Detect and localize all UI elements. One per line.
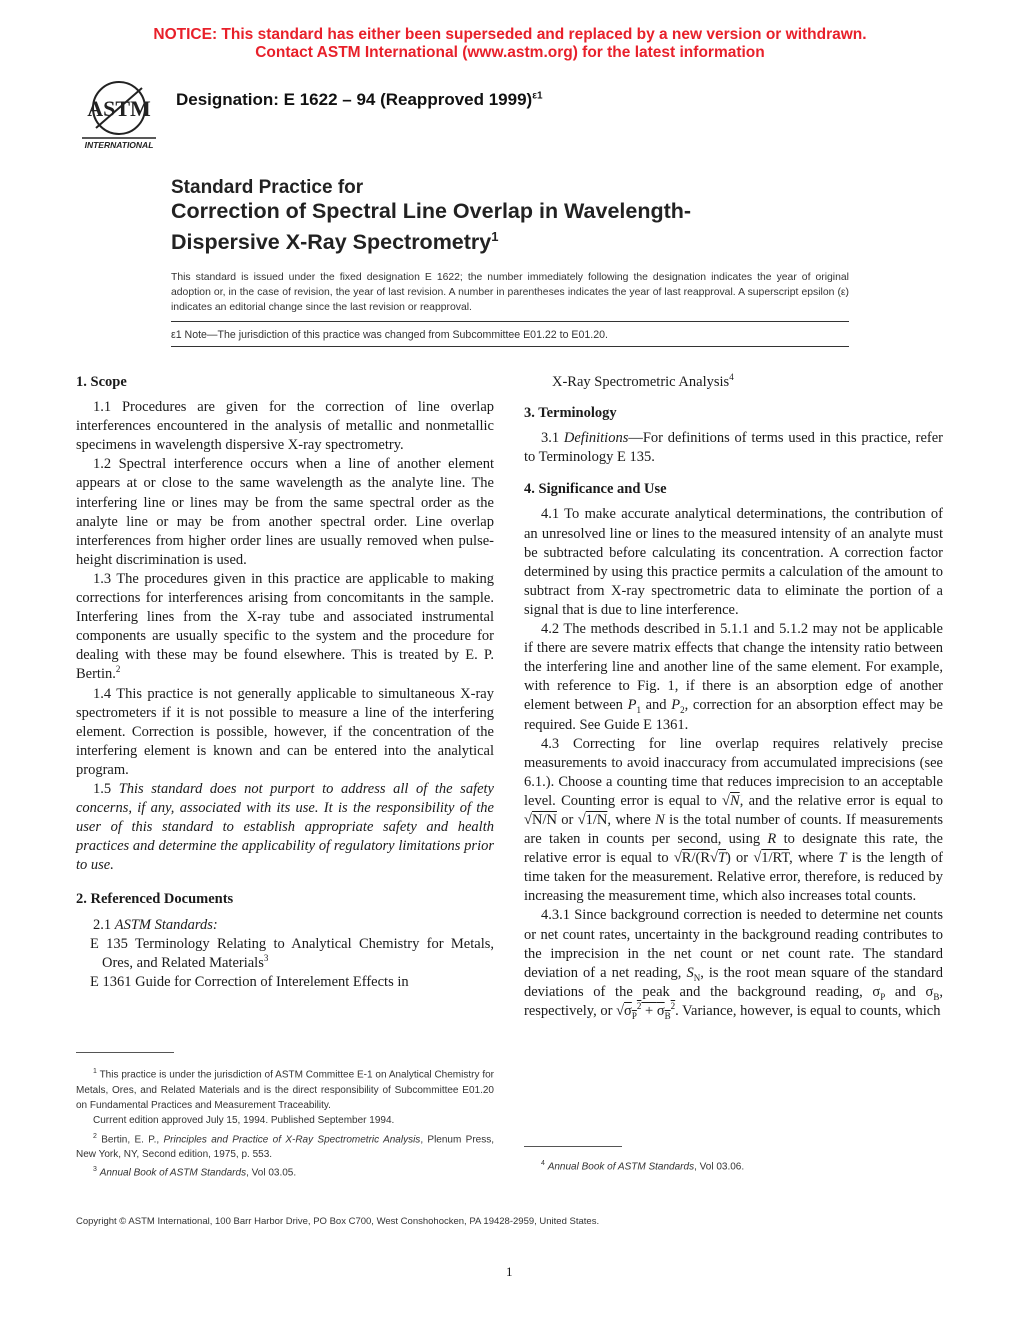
para-1-1: 1.1 Procedures are given for the correction of line overlap interferences encountered in the analysis of metallic and nonmetallic specimens in wavelength dispersive X-ray spectrometry. [76,399,494,454]
para-3-1: 3.1 Definitions—For definitions of terms used in this practice, refer to Terminology E 135. [524,430,943,466]
para-4-3-1: 4.3.1 Since background correction is needed to determine net counts or net count rates, uncertainty in the background reading contributes to the imprecision in the net count or net count rate. The standard deviation of a net reading, $S_N$, is the root mean square of the standard deviations of the peak and the background reading, $\sigma_P$ and $\sigma_B$, respectively, or $√\sigma_P^2 + \sigma_B^2$. Variance, however, is equal to counts, which [524,907,944,1021]
footnote-3: $^3$ Annual Book of ASTM Standards, Vol 03.05. [93,1166,297,1179]
editorial-note: ε1 Note—The jurisdiction of this practice was changed from Subcommittee E01.22 to E01.20. [171,329,608,341]
notice-line-1: NOTICE: This standard has either been superseded and replaced by a new version or withdrawn. [153,26,867,43]
logo-subtitle: INTERNATIONAL [84,140,154,150]
reference-e1361-cont: X-Ray Spectrometric Analysis$^4$ [552,372,734,390]
section-3-heading: 3. Terminology [524,405,617,422]
logo-text: ASTM [87,96,151,121]
para-1-4: 1.4 This practice is not generally applicable to simultaneous X-ray spectrometers if it is not possible to measure a line of the interfering element. Correction is possible, however, if the concentration of the interfering element is known and can be entered into the analytical program. [76,685,494,778]
para-1-2: 1.2 Spectral interference occurs when a line of another element appears at or close to the same wavelength as the analyte line. The interfering line or lines may be from the same spectral order as the analyte line or may be from another spectral order. Line overlap interferences from higher order lines are usually removed when pulse-height discrimination is used. [76,456,494,568]
copyright-line: Copyright © ASTM International, 100 Barr Harbor Drive, PO Box C700, West Conshohocken, PA 19428-2959, United States. [76,1216,600,1227]
footnote-divider-right [524,1146,622,1147]
footnote-divider-left [76,1052,174,1053]
section-2-heading: 2. Referenced Documents [76,891,234,908]
para-2-1: 2.1 ASTM Standards: [93,916,218,933]
footnote-4: $^4$ Annual Book of ASTM Standards, Vol 03.06. [541,1160,745,1173]
footnote-2: $^2$ Bertin, E. P., Principles and Practice of X-Ray Spectrometric Analysis, Plenum Press, New York, NY, Second edition, 1975, p. 553. [76,1132,494,1161]
astm-logo [78,76,160,152]
designation: Designation: E 1622 – 94 (Reapproved 1999)$^{\varepsilon 1}$ [176,90,543,109]
title-line-2: Correction of Spectral Line Overlap in Wavelength- [171,199,692,223]
left-column [76,373,494,992]
right-column [524,373,943,1021]
astm-logo-icon [78,76,160,152]
footnote-1b: Current edition approved July 15, 1994. Published September 1994. [93,1115,395,1127]
para-4-1: 4.1 To make accurate analytical determinations, the contribution of an unresolved line or lines to the measured intensity of an analyte must be subtracted before calculating its concentration. A correction factor determined by using this practice permits a calculation of the amount to subtract from X-ray spectrometric data to eliminate the portion of a signal that is due to line interference. [524,506,943,618]
title-line-1: Standard Practice for [171,177,364,198]
section-1-heading: 1. Scope [76,374,127,390]
notice-line-2: Contact ASTM International (www.astm.org) for the latest information [255,44,765,61]
title-line-3: Dispersive X-Ray Spectrometry$^1$ [171,229,499,255]
footnotes-right [524,1156,943,1175]
footnote-1: $^1$ This practice is under the jurisdiction of ASTM Committee E-1 on Analytical Chemistry for Metals, Ores, and Related Materials and is the direct responsibility of Subcommittee E01.20 on Fundamental Practices and Measurement Traceability. [76,1068,494,1111]
preamble-divider [171,321,849,322]
footnotes-left [76,1064,494,1181]
para-1-5: 1.5 This standard does not purport to address all of the safety concerns, if any, associated with its use. It is the responsibility of the user of this standard to establish appropriate safety and health practices and determine the applicability of regulatory limitations prior to use. [76,780,494,874]
page-number: 1 [506,1264,513,1279]
withdrawn-notice [0,26,1020,62]
para-4-2: 4.2 The methods described in 5.1.1 and 5.1.2 may not be applicable if there are severe matrix effects that change the intensity ratio between the interfering line and another line of the same element. For example, with reference to Fig. 1, if there is an absorption edge of another element between $P_1$ and $P_2$, correction for an absorption effect may be required. See Guide E 1361. [524,621,943,733]
note-divider [171,346,849,347]
preamble: This standard is issued under the fixed designation E 1622; the number immediately following the designation indicates the year of original adoption or, in the case of revision, the year of last revision. A number in parentheses indicates the year of last reapproval. A superscript epsilon (ε) indicates an editorial change since the last revision or reapproval. [171,272,849,314]
document-title [171,176,691,255]
section-4-heading: 4. Significance and Use [524,481,667,498]
para-1-3: 1.3 The procedures given in this practice are applicable to making corrections for interferences arising from concomitants in the sample. Interfering lines from the X-ray tube and associated instrumental components are usually specific to the system and the procedure for dealing with these may be found elsewhere. This is treated by E. P. Bertin.$^2$ [76,570,494,683]
reference-e1361: E 1361 Guide for Correction of Interelement Effects in [90,973,409,990]
reference-e135: E 135 Terminology Relating to Analytical Chemistry for Metals, Ores, and Related Materials$^3$ [90,935,494,971]
para-4-3: 4.3 Correcting for line overlap requires relatively precise measurements to avoid inaccuracy from accumulated imprecisions (see 6.1.). Choose a counting time that reduces imprecision to an acceptable level. Counting error is equal to √N, and the relative error is equal to √N/N or √1/N, where N is the total number of counts. If measurements are taken in counts per second, using R to designate this rate, the relative error is equal to √R/(R√T) or √1/RT, where T is the length of time taken for the measurement. Relative error, therefore, is reduced by increasing the measurement time, which also increases total counts. [524,735,943,905]
